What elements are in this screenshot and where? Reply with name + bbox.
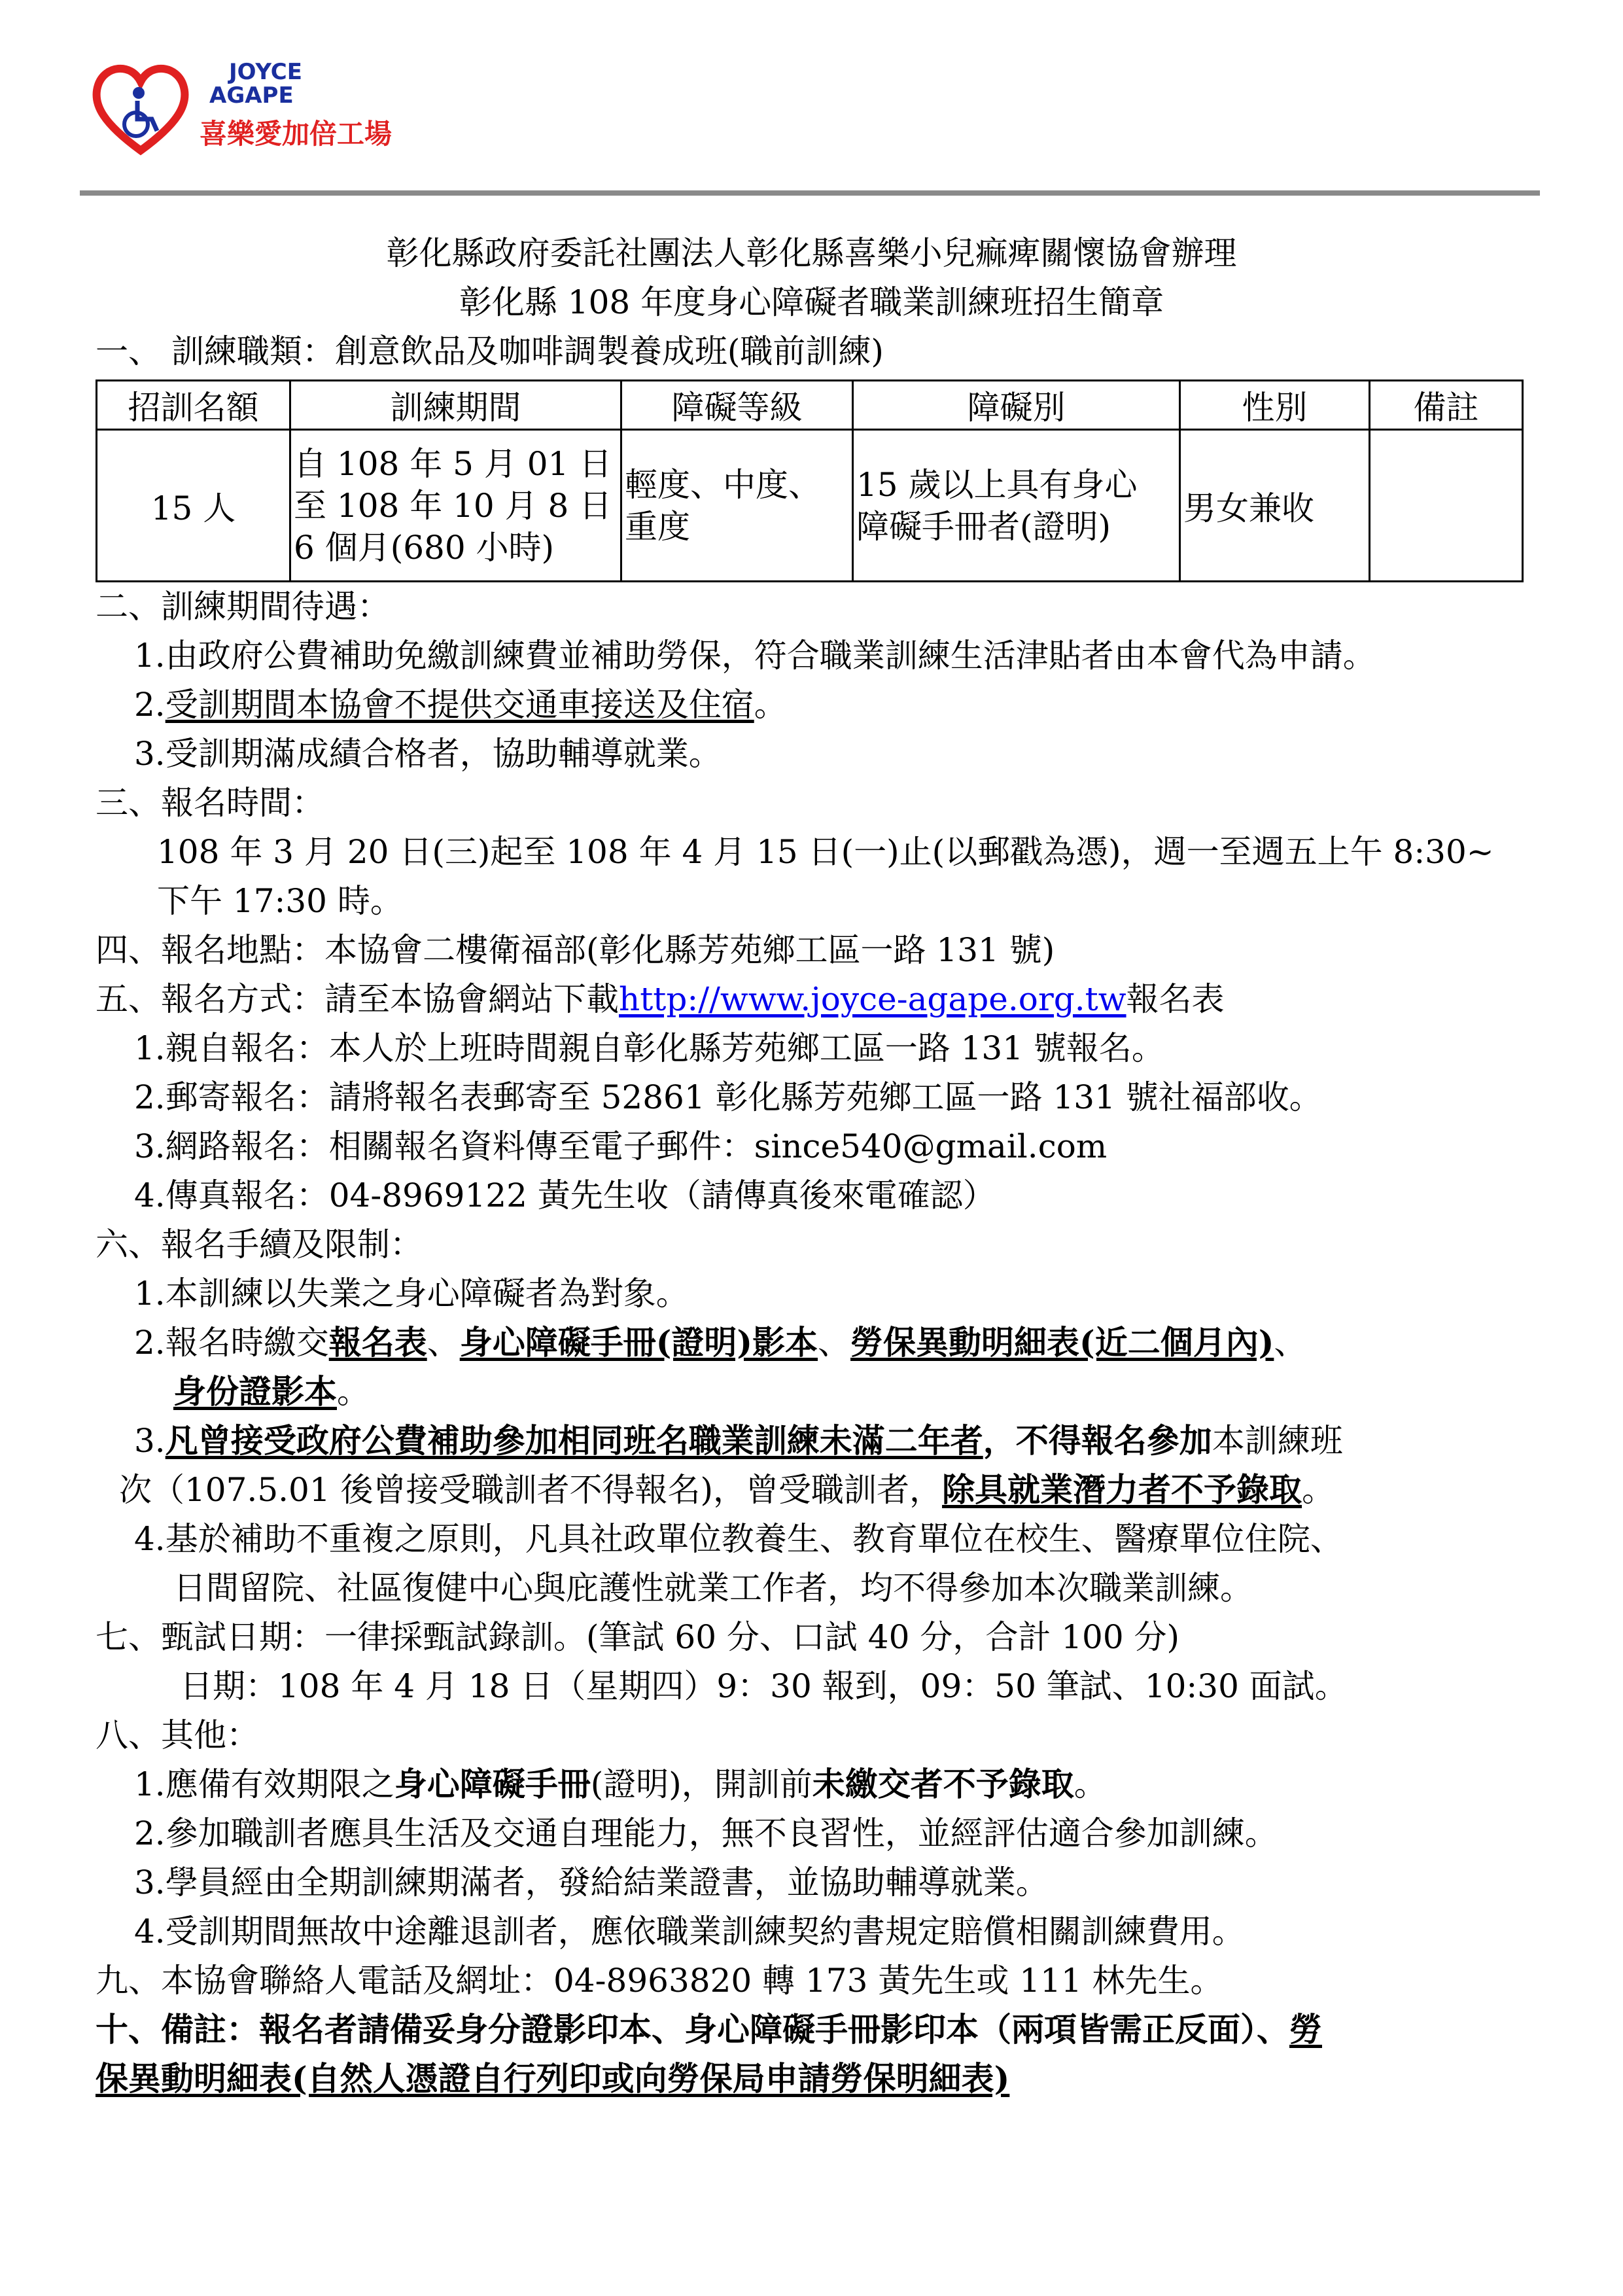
section-6-item-1: 1.本訓練以失業之身心障礙者為對象。: [134, 1275, 689, 1313]
separator: 、: [818, 1324, 851, 1362]
separator: 、: [427, 1324, 460, 1362]
remark-underlined-2: 保異動明細表(自然人憑證自行列印或向勞保局申請勞保明細表): [96, 2059, 1010, 2098]
required-doc-1: 報名表: [328, 1323, 427, 1362]
section-10-line-1: [96, 2009, 1322, 2051]
section-5-item-1: 1.親自報名：本人於上班時間親自彰化縣芳苑鄉工區一路 131 號報名。: [134, 1029, 1164, 1067]
section-6-item-3-cont: [119, 1469, 1335, 1511]
emphasis-text: 身心障礙手冊: [394, 1765, 591, 1803]
table-header-cell: 招訓名額: [97, 381, 290, 430]
item-prefix: 1.應備有效期限之: [134, 1765, 394, 1803]
level-line-1: 輕度、中度、: [625, 465, 821, 504]
note-cell: [1370, 430, 1523, 582]
section-2-item-3: 3.受訓期滿成績合格者，協助輔導就業。: [134, 735, 722, 773]
table-header-cell: 障礙等級: [621, 381, 853, 430]
restriction-rest: 本訓練班: [1212, 1422, 1343, 1460]
period-line-1: 自 108 年 5 月 01 日: [294, 444, 612, 483]
section-8-item-3: 3.學員經由全期訓練期滿者，發給結業證書，並協助輔導就業。: [134, 1863, 1049, 1901]
item-end: 。: [754, 686, 787, 724]
section-6-item-4: 4.基於補助不重複之原則，凡具社政單位教養生、教育單位在校生、醫療單位住院、: [134, 1520, 1343, 1558]
remark-underlined: 勞: [1289, 2010, 1322, 2049]
section-6-item-2-cont: [173, 1371, 370, 1413]
header-divider: [80, 190, 1540, 196]
section-2-item-1: 1.由政府公費補助免繳訓練費並補助勞保，符合職業訓練生活津貼者由本會代為申請。: [134, 637, 1376, 675]
section-5-label-end: 報名表: [1126, 980, 1225, 1018]
gender-cell: 男女兼收: [1180, 430, 1370, 582]
item-number: 3.: [134, 1422, 166, 1460]
required-doc-3: 勞保異動明細表(近二個月內): [850, 1323, 1274, 1362]
quota-cell: 15 人: [97, 430, 290, 582]
restriction-text: 凡曾接受政府公費補助參加相同班名職業訓練未滿二年者: [165, 1421, 983, 1460]
organization-logo: [92, 59, 412, 157]
logo-text-en-2: AGAPE: [209, 82, 294, 109]
logo-text-zh: 喜樂愛加倍工場: [200, 118, 393, 150]
remark-text: 十、備註：報名者請備妥身分證影印本、身心障礙手冊影印本（兩項皆需正反面）、: [96, 2010, 1289, 2049]
section-4-heading: 四、報名地點：本協會二樓衛福部(彰化縣芳苑鄉工區一路 131 號): [96, 931, 1055, 969]
underlined-text: 受訓期間本協會不提供交通車接送及住宿: [165, 686, 754, 724]
restriction-line-2: 次（107.5.01 後曾接受職訓者不得報名)，曾受職訓者，: [119, 1471, 943, 1509]
section-6-item-3: [134, 1420, 1343, 1462]
document-title-1: 彰化縣政府委託社團法人彰化縣喜樂小兒痲痺關懷協會辦理: [386, 234, 1237, 272]
logo-text-en-1: JOYCE: [229, 59, 302, 85]
section-5-item-2: 2.郵寄報名：請將報名表郵寄至 52861 彰化縣芳苑鄉工區一路 131 號社福部收。: [134, 1078, 1322, 1116]
table-header-cell: 障礙別: [853, 381, 1180, 430]
table-header-row: [97, 381, 1523, 430]
emphasis-text-2: 未繳交者不予錄取: [812, 1765, 1074, 1803]
restriction-emphasis: 除具就業潛力者不予錄取: [942, 1470, 1302, 1509]
section-6-item-4-cont: 日間留院、社區復健中心與庇護性就業工作者，均不得參加本次職業訓練。: [173, 1569, 1253, 1607]
document-title-2: 彰化縣 108 年度身心障礙者職業訓練班招生簡章: [459, 283, 1164, 321]
section-8-heading: 八、其他：: [96, 1716, 259, 1754]
section-8-item-4: 4.受訓期間無故中途離退訓者，應依職業訓練契約書規定賠償相關訓練費用。: [134, 1913, 1245, 1951]
level-line-2: 重度: [625, 507, 690, 546]
section-6-heading: 六、報名手續及限制：: [96, 1226, 423, 1263]
section-5-item-4: 4.傳真報名：04-8969122 黃先生收（請傳真後來電確認）: [134, 1176, 996, 1214]
item-middle: (證明)，開訓前: [590, 1765, 812, 1803]
section-7-line-2: 日期：108 年 4 月 18 日（星期四）9：30 報到，09：50 筆試、10:30 面試。: [180, 1667, 1348, 1705]
section-8-item-1: [134, 1763, 1107, 1805]
period-cell: [290, 430, 621, 582]
section-9-heading: 九、本協會聯絡人電話及網址：04-8963820 轉 173 黃先生或 111 林先生。: [96, 1962, 1223, 2000]
period-line-3: 6 個月(680 小時): [294, 528, 555, 567]
restriction-text-2: ，不得報名參加: [983, 1421, 1212, 1460]
section-2-item-2: [134, 684, 787, 726]
item-prefix: 2.報名時繳交: [134, 1324, 329, 1362]
section-5-item-3: 3.網路報名：相關報名資料傳至電子郵件：since540@gmail.com: [134, 1127, 1108, 1165]
item-number: 2.: [134, 686, 166, 724]
section-3-line-2: 下午 17:30 時。: [157, 882, 403, 920]
section-10-line-2: [96, 2058, 1009, 2100]
required-doc-2: 身心障礙手冊(證明)影本: [459, 1323, 818, 1362]
section-6-item-2: [134, 1322, 1306, 1364]
disability-type-cell: [853, 430, 1180, 582]
table-row: [97, 430, 1523, 582]
level-cell: [621, 430, 853, 582]
section-5-heading: [96, 978, 1225, 1020]
course-info-table: [96, 380, 1524, 582]
table-header-cell: 性別: [1180, 381, 1370, 430]
item-end: 。: [1302, 1471, 1335, 1509]
section-5-label: 五、報名方式：請至本協會網站下載: [96, 980, 619, 1018]
type-line-1: 15 歲以上具有身心: [856, 465, 1138, 504]
type-line-2: 障礙手冊者(證明): [856, 507, 1111, 546]
table-header-cell: 備註: [1370, 381, 1523, 430]
period-line-2: 至 108 年 10 月 8 日: [294, 486, 612, 525]
table-header-cell: 訓練期間: [290, 381, 621, 430]
item-end: 。: [1073, 1765, 1107, 1803]
item-end: 。: [337, 1373, 370, 1411]
section-7-heading: 七、甄試日期：一律採甄試錄訓。(筆試 60 分、口試 40 分，合計 100 分): [96, 1618, 1180, 1656]
section-3-line-1: 108 年 3 月 20 日(三)起至 108 年 4 月 15 日(一)止(以郵戳為憑)，週一至週五上午 8:30~: [157, 833, 1494, 871]
website-link[interactable]: http://www.joyce-agape.org.tw: [619, 980, 1126, 1018]
section-8-item-2: 2.參加職訓者應具生活及交通自理能力，無不良習性，並經評估適合參加訓練。: [134, 1814, 1278, 1852]
section-2-heading: 二、訓練期間待遇：: [96, 588, 390, 626]
section-1-heading: 一、 訓練職類：創意飲品及咖啡調製養成班(職前訓練): [96, 332, 884, 370]
separator: 、: [1274, 1324, 1307, 1362]
required-doc-4: 身份證影本: [173, 1372, 337, 1411]
section-3-heading: 三、報名時間：: [96, 784, 324, 822]
